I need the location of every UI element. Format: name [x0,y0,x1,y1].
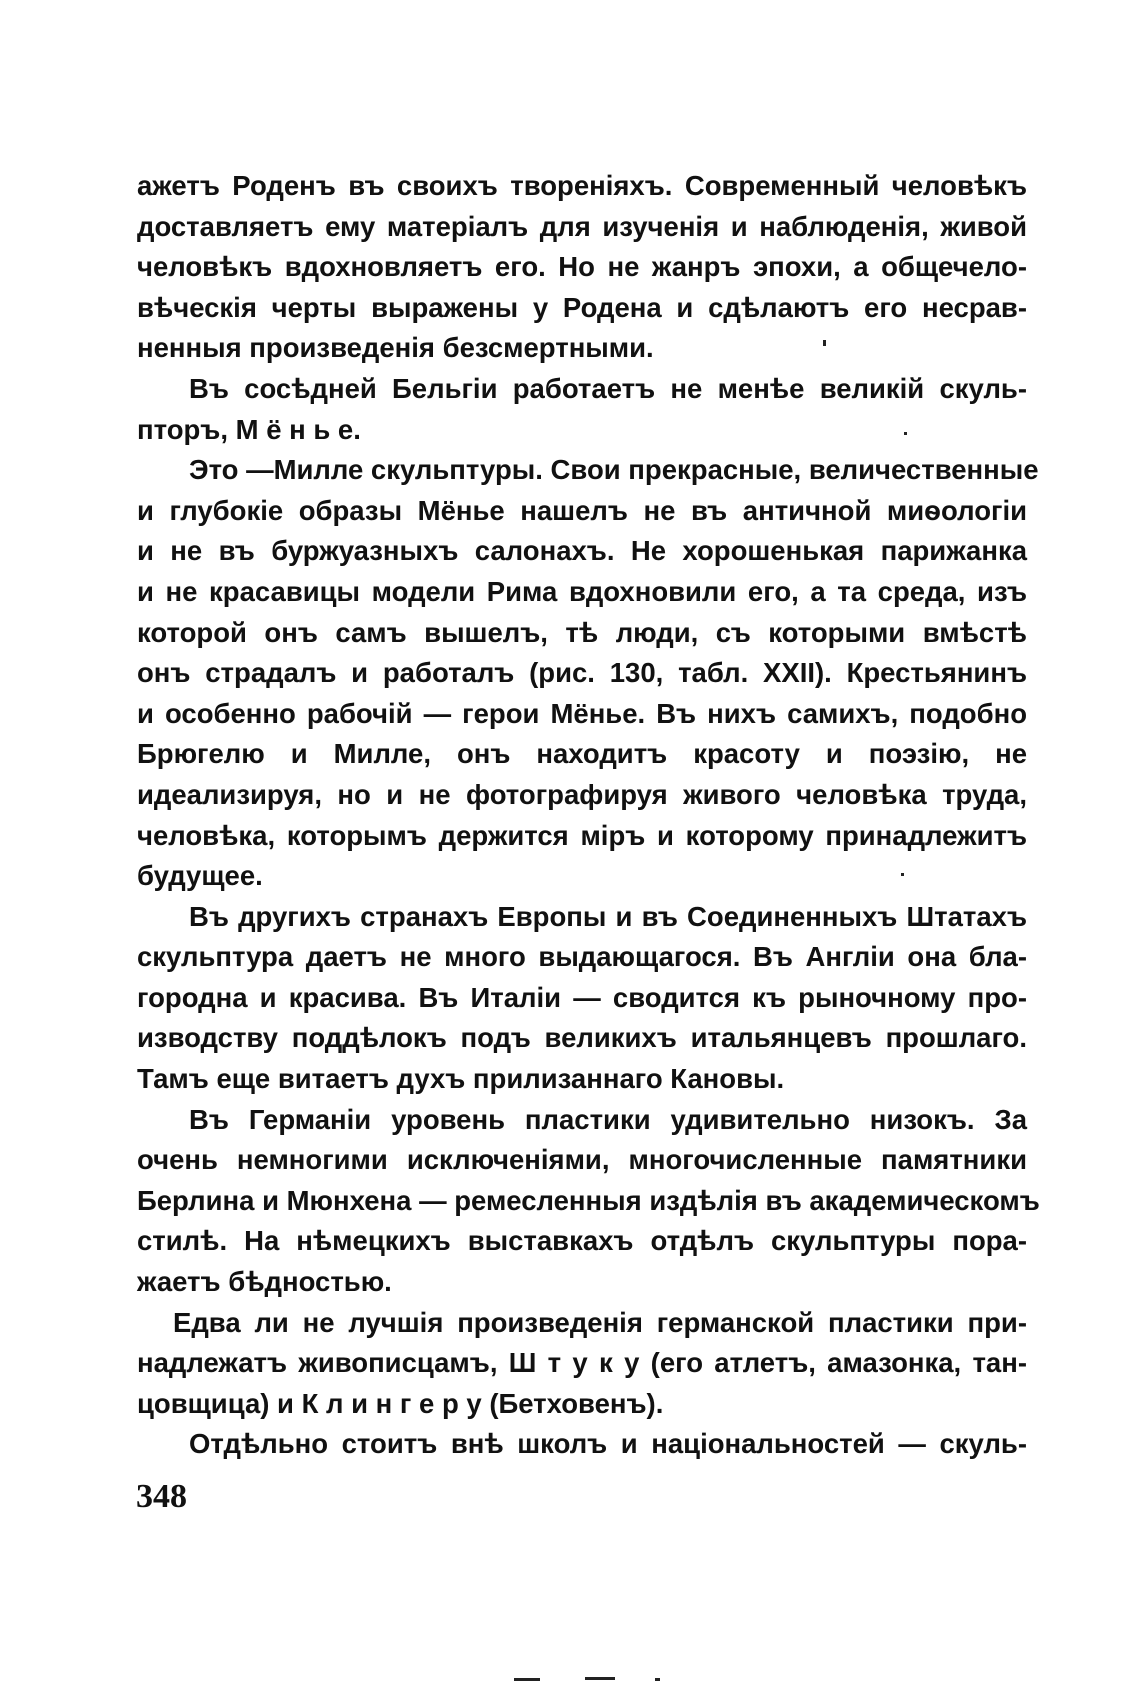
text-line: жаетъ бѣдностью. [137,1266,392,1298]
text-line: и не красавицы модели Рима вдохновили его, а та среда, изъ [137,575,1027,607]
text-line: городна и красива. Въ Италіи — сводится къ рыночному про- [137,981,1027,1013]
text-line: доставляетъ ему матеріалъ для изученія и наблюденія, живой [137,210,1027,242]
text-line: Въ сосѣдней Бельгіи работаетъ не менѣе великій скуль- [189,372,1027,404]
scan-speck [904,432,907,435]
text-line: Брюгелю и Милле, онъ находитъ красоту и поэзію, не [137,738,1027,770]
text-line: скульптура даетъ не много выдающагося. Въ Англіи она бла- [137,941,1027,973]
page-body [137,166,1040,1465]
text-line: пторъ, М ё н ь е. [137,413,361,445]
text-line: очень немногими исключеніями, многочисленные памятники [137,1144,1027,1176]
text-line: Въ другихъ странахъ Европы и въ Соединенныхъ Штатахъ [189,900,1027,932]
scan-speck [514,1678,540,1681]
text-line: ненныя произведенія безсмертными. [137,332,654,364]
text-line: Едва ли не лучшія произведенія германской пластики при- [173,1306,1027,1338]
scan-speck [823,340,826,346]
text-line: Берлина и Мюнхена — ремесленныя издѣлія въ академическомъ [137,1184,1040,1216]
text-line: Это —Милле скульптуры. Свои прекрасные, величественные [189,454,1039,486]
scan-speck [585,1677,615,1680]
text-line: и особенно рабочій — герои Мёнье. Въ нихъ самихъ, подобно [137,697,1027,729]
text-line: Тамъ еще витаетъ духъ прилизаннаго Кановы. [137,1063,785,1095]
text-line: ажетъ Роденъ въ своихъ твореніяхъ. Современный человѣкъ [137,170,1027,201]
text-line: вѣческія черты выражены у Родена и сдѣлаютъ его несрав- [137,291,1027,323]
page-number: 348 [136,1478,187,1515]
scan-speck [655,1678,660,1681]
text-line: стилѣ. На нѣмецкихъ выставкахъ отдѣлъ скульптуры пора- [137,1225,1027,1257]
text-line: Въ Германіи уровень пластики удивительно низокъ. За [189,1103,1027,1135]
text-line: и глубокіе образы Мёнье нашелъ не въ античной миѳологіи [137,494,1027,526]
text-line: будущее. [137,860,263,892]
text-line: которой онъ самъ вышелъ, тѣ люди, съ которыми вмѣстѣ [137,616,1027,648]
text-line: человѣка, которымъ держится міръ и которому принадлежитъ [137,819,1027,851]
text-line: цовщица) и К л и н г е р у (Бетховенъ). [137,1387,664,1419]
text-line: онъ страдалъ и работалъ (рис. 130, табл. XXII). Крестьянинъ [137,657,1027,689]
text-line: человѣкъ вдохновляетъ его. Но не жанръ эпохи, а общечело- [137,251,1027,283]
text-line: изводству поддѣлокъ подъ великихъ итальянцевъ прошлаго. [137,1022,1027,1054]
text-line: идеализируя, но и не фотографируя живого человѣка труда, [137,778,1027,810]
text-line: надлежатъ живописцамъ, Ш т у к у (его атлетъ, амазонка, тан- [137,1347,1027,1379]
text-line: и не въ буржуазныхъ салонахъ. Не хорошенькая парижанка [137,535,1027,567]
text-line: Отдѣльно стоитъ внѣ школъ и національностей — скуль- [189,1428,1027,1460]
scan-speck [901,873,904,876]
